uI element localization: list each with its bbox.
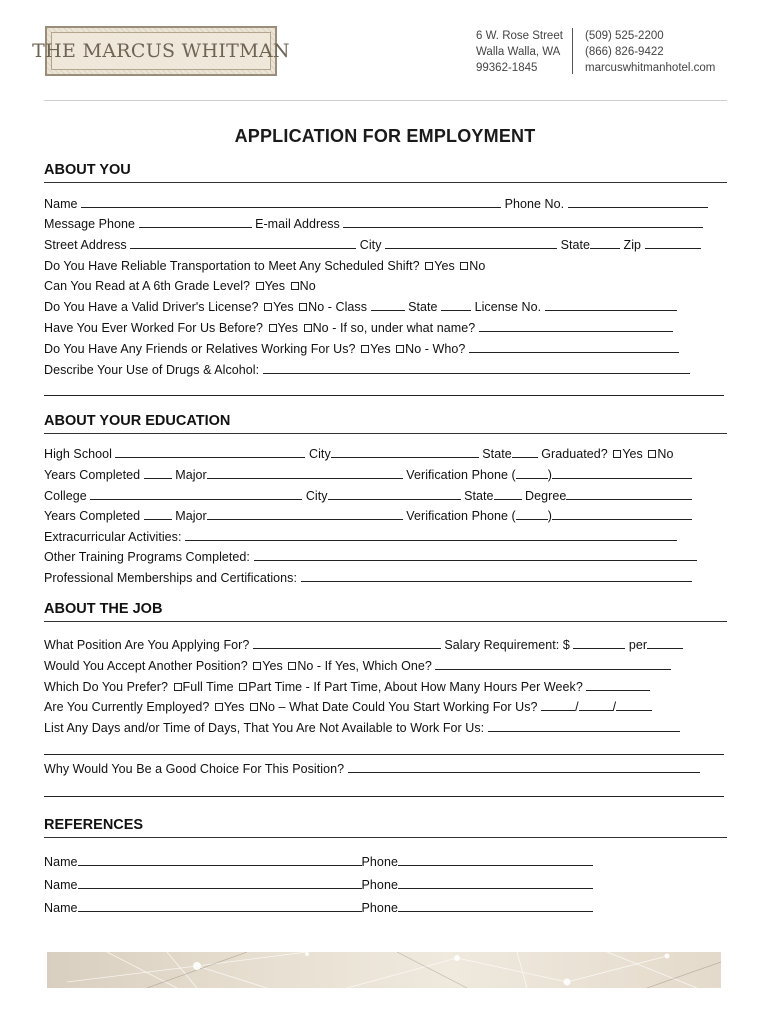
email-field[interactable] [343,216,703,228]
label-zip: Zip [623,238,642,252]
another-no-checkbox[interactable] [288,662,296,670]
label-ref-name: Name [44,901,78,915]
label-employed-no: No – What Date Could You Start Working For Us? [258,700,538,714]
address-line: Walla Walla, WA [476,46,561,58]
date-slash: / [575,700,579,714]
salary-field[interactable] [573,637,625,649]
row-drugs-alcohol [44,362,734,378]
label-years-completed: Years Completed [44,468,141,482]
reference-row [44,900,734,916]
row-college [44,488,734,504]
row-prefer [44,679,734,695]
start-month-field[interactable] [541,699,575,711]
street-field[interactable] [130,237,356,249]
row-high-school [44,446,734,462]
license-question: Do You Have a Valid Driver's License? [44,300,259,314]
label-message-phone: Message Phone [44,217,135,231]
good-choice-field[interactable] [348,761,700,773]
row-other-training [44,549,734,565]
row-another-position [44,658,734,674]
availability-question: List Any Days and/or Time of Days, That You Are Not Available to Work For Us: [44,721,485,735]
label-ref-name: Name [44,855,78,869]
logo-frame [32,32,290,70]
salary-period-field[interactable] [647,637,683,649]
label-verification-phone: Verification Phone ( [406,468,516,482]
section-job: ABOUT THE JOB [44,601,727,622]
ref-phone-field[interactable] [398,900,593,912]
yes-label: Yes [370,342,391,356]
label-memberships: Professional Memberships and Certifications: [44,571,298,585]
row-extracurricular [44,529,734,545]
row-transportation [44,258,734,274]
label-city: City [309,447,331,461]
label-ref-name: Name [44,878,78,892]
ref-name-field[interactable] [78,854,362,866]
row-friends-relatives [44,341,734,357]
label-state: State [408,300,438,314]
label-major: Major [175,468,207,482]
graduated-yes-checkbox[interactable] [613,450,621,458]
yes-label: Yes [273,300,294,314]
label-friends-no: No - Who? [405,342,466,356]
name-field[interactable] [81,196,501,208]
label-years-completed: Years Completed [44,509,141,523]
employed-yes-checkbox[interactable] [215,703,223,711]
zip-field[interactable] [645,237,701,249]
label-verification-phone: Verification Phone ( [406,509,516,523]
yes-label: Yes [277,321,299,335]
no-label: No [469,259,486,273]
address-line: 6 W. Rose Street [476,30,563,42]
label-phone-no: Phone No. [504,197,565,211]
label-state: State [464,489,494,503]
college-state-field[interactable] [494,488,522,500]
page-title: APPLICATION FOR EMPLOYMENT [234,126,536,146]
extracurricular-field[interactable] [185,529,677,541]
row-worked-before [44,320,734,336]
yes-label: Yes [434,259,455,273]
high-school-field[interactable] [115,446,305,458]
availability-field[interactable] [488,720,680,732]
reference-row [44,877,734,893]
friends-who-field[interactable] [469,341,679,353]
good-choice-question: Why Would You Be a Good Choice For This Position? [44,762,345,776]
label-ref-phone: Phone [361,878,398,892]
close-paren: ) [547,468,552,482]
hs-city-field[interactable] [331,446,479,458]
hotel-address [476,28,563,76]
row-availability [44,720,734,736]
full-time-checkbox[interactable] [174,683,182,691]
friends-yes-checkbox[interactable] [361,345,369,353]
date-slash: / [612,700,617,714]
hs-verification-phone-field[interactable] [552,467,692,479]
label-extracurricular: Extracurricular Activities: [44,530,182,544]
state-field[interactable] [590,237,620,249]
ref-phone-field[interactable] [398,854,593,866]
yes-label: Yes [223,700,245,714]
row-position [44,637,734,653]
license-class-field[interactable] [371,299,405,311]
drugs-field[interactable] [263,362,690,374]
previous-name-field[interactable] [479,320,673,332]
drugs-extra-line[interactable] [44,395,724,396]
row-message-phone [44,216,734,232]
hotel-logo [32,26,290,76]
college-verification-phone-field[interactable] [552,508,692,520]
ref-name-field[interactable] [78,900,362,912]
college-field[interactable] [90,488,302,500]
employed-question: Are You Currently Employed? [44,700,210,714]
license-state-field[interactable] [441,299,471,311]
read-no-checkbox[interactable] [291,282,299,290]
row-employed [44,699,734,715]
row-college-years [44,508,734,524]
label-part-time: Part Time - If Part Time, About How Many Hours Per Week? [248,680,583,694]
phone-field[interactable] [568,196,708,208]
other-training-field[interactable] [254,549,697,561]
message-phone-field[interactable] [139,216,252,228]
start-day-field[interactable] [579,699,613,711]
availability-extra-line[interactable] [44,754,724,755]
degree-field[interactable] [566,488,692,500]
drugs-question: Describe Your Use of Drugs & Alcohol: [44,363,260,377]
close-paren: ) [547,509,552,523]
label-salary: Salary Requirement: $ [444,638,570,652]
good-choice-extra-line[interactable] [44,796,724,797]
header-rule [44,100,727,101]
yes-label: Yes [262,659,283,673]
network-pattern-graphic [47,952,721,988]
part-time-checkbox[interactable] [239,683,247,691]
license-number-field[interactable] [545,299,677,311]
label-state: State [482,447,512,461]
college-major-field[interactable] [207,508,403,520]
label-ref-phone: Phone [361,901,398,915]
transport-no-checkbox[interactable] [460,262,468,270]
hotel-contact [585,28,715,76]
another-yes-checkbox[interactable] [253,662,261,670]
position-question: What Position Are You Applying For? [44,638,250,652]
hs-years-field[interactable] [144,467,172,479]
another-question: Would You Accept Another Position? [44,659,248,673]
graduated-no-checkbox[interactable] [648,450,656,458]
label-ref-phone: Phone [361,855,398,869]
website-line: marcuswhitmanhotel.com [585,62,716,74]
worked-yes-checkbox[interactable] [269,324,277,332]
label-full-time: Full Time [182,680,234,694]
label-license-no: License No. [474,300,542,314]
section-about-you: ABOUT YOU [44,162,727,183]
yes-label: Yes [264,279,286,293]
label-email: E-mail Address [255,217,340,231]
no-label: No [657,447,674,461]
section-education: ABOUT YOUR EDUCATION [44,413,727,434]
row-good-choice [44,761,734,777]
row-hs-years [44,467,734,483]
label-street: Street Address [44,238,127,252]
label-college: College [44,489,87,503]
label-name: Name [44,197,78,211]
read-yes-checkbox[interactable] [256,282,264,290]
label-city: City [305,489,328,503]
phone-line: (509) 525-2200 [585,30,664,42]
employed-no-checkbox[interactable] [250,703,258,711]
no-label: No [299,279,316,293]
ref-phone-field[interactable] [398,877,593,889]
college-city-field[interactable] [328,488,461,500]
yes-label: Yes [622,447,643,461]
logo-text: THE MARCUS WHITMAN [32,40,290,62]
hours-per-week-field[interactable] [586,679,650,691]
label-no-class: No - Class [308,300,367,314]
read-question: Can You Read at A 6th Grade Level? [44,279,251,293]
header-divider [572,28,573,74]
label-graduated: Graduated? [541,447,608,461]
college-verification-area-field[interactable] [516,508,548,520]
prefer-question: Which Do You Prefer? [44,680,168,694]
label-per: per [628,638,648,652]
label-worked-no: No - If so, under what name? [312,321,476,335]
section-references: REFERENCES [44,817,727,838]
label-city: City [359,238,382,252]
row-drivers-license [44,299,734,315]
college-years-field[interactable] [144,508,172,520]
license-no-checkbox[interactable] [299,303,307,311]
start-year-field[interactable] [616,699,652,711]
footer-decoration [47,952,721,988]
hs-major-field[interactable] [207,467,403,479]
memberships-field[interactable] [301,570,692,582]
phone-line: (866) 826-9422 [585,46,664,58]
label-degree: Degree [525,489,567,503]
position-field[interactable] [253,637,441,649]
label-other-training: Other Training Programs Completed: [44,550,250,564]
label-state: State [560,238,590,252]
label-major: Major [175,509,207,523]
reference-row [44,854,734,870]
another-position-field[interactable] [435,658,671,670]
row-name [44,196,734,212]
license-yes-checkbox[interactable] [264,303,272,311]
address-line: 99362-1845 [476,62,538,74]
ref-name-field[interactable] [78,877,362,889]
friends-no-checkbox[interactable] [396,345,404,353]
label-high-school: High School [44,447,112,461]
city-field[interactable] [385,237,557,249]
worked-question: Have You Ever Worked For Us Before? [44,321,263,335]
hs-state-field[interactable] [512,446,538,458]
label-another-no: No - If Yes, Which One? [297,659,432,673]
row-memberships [44,570,734,586]
worked-no-checkbox[interactable] [304,324,312,332]
row-read-level [44,278,734,294]
friends-question: Do You Have Any Friends or Relatives Working For Us? [44,342,356,356]
transport-yes-checkbox[interactable] [425,262,433,270]
row-street [44,237,734,253]
hs-verification-area-field[interactable] [516,467,548,479]
transport-question: Do You Have Reliable Transportation to Meet Any Scheduled Shift? [44,259,420,273]
